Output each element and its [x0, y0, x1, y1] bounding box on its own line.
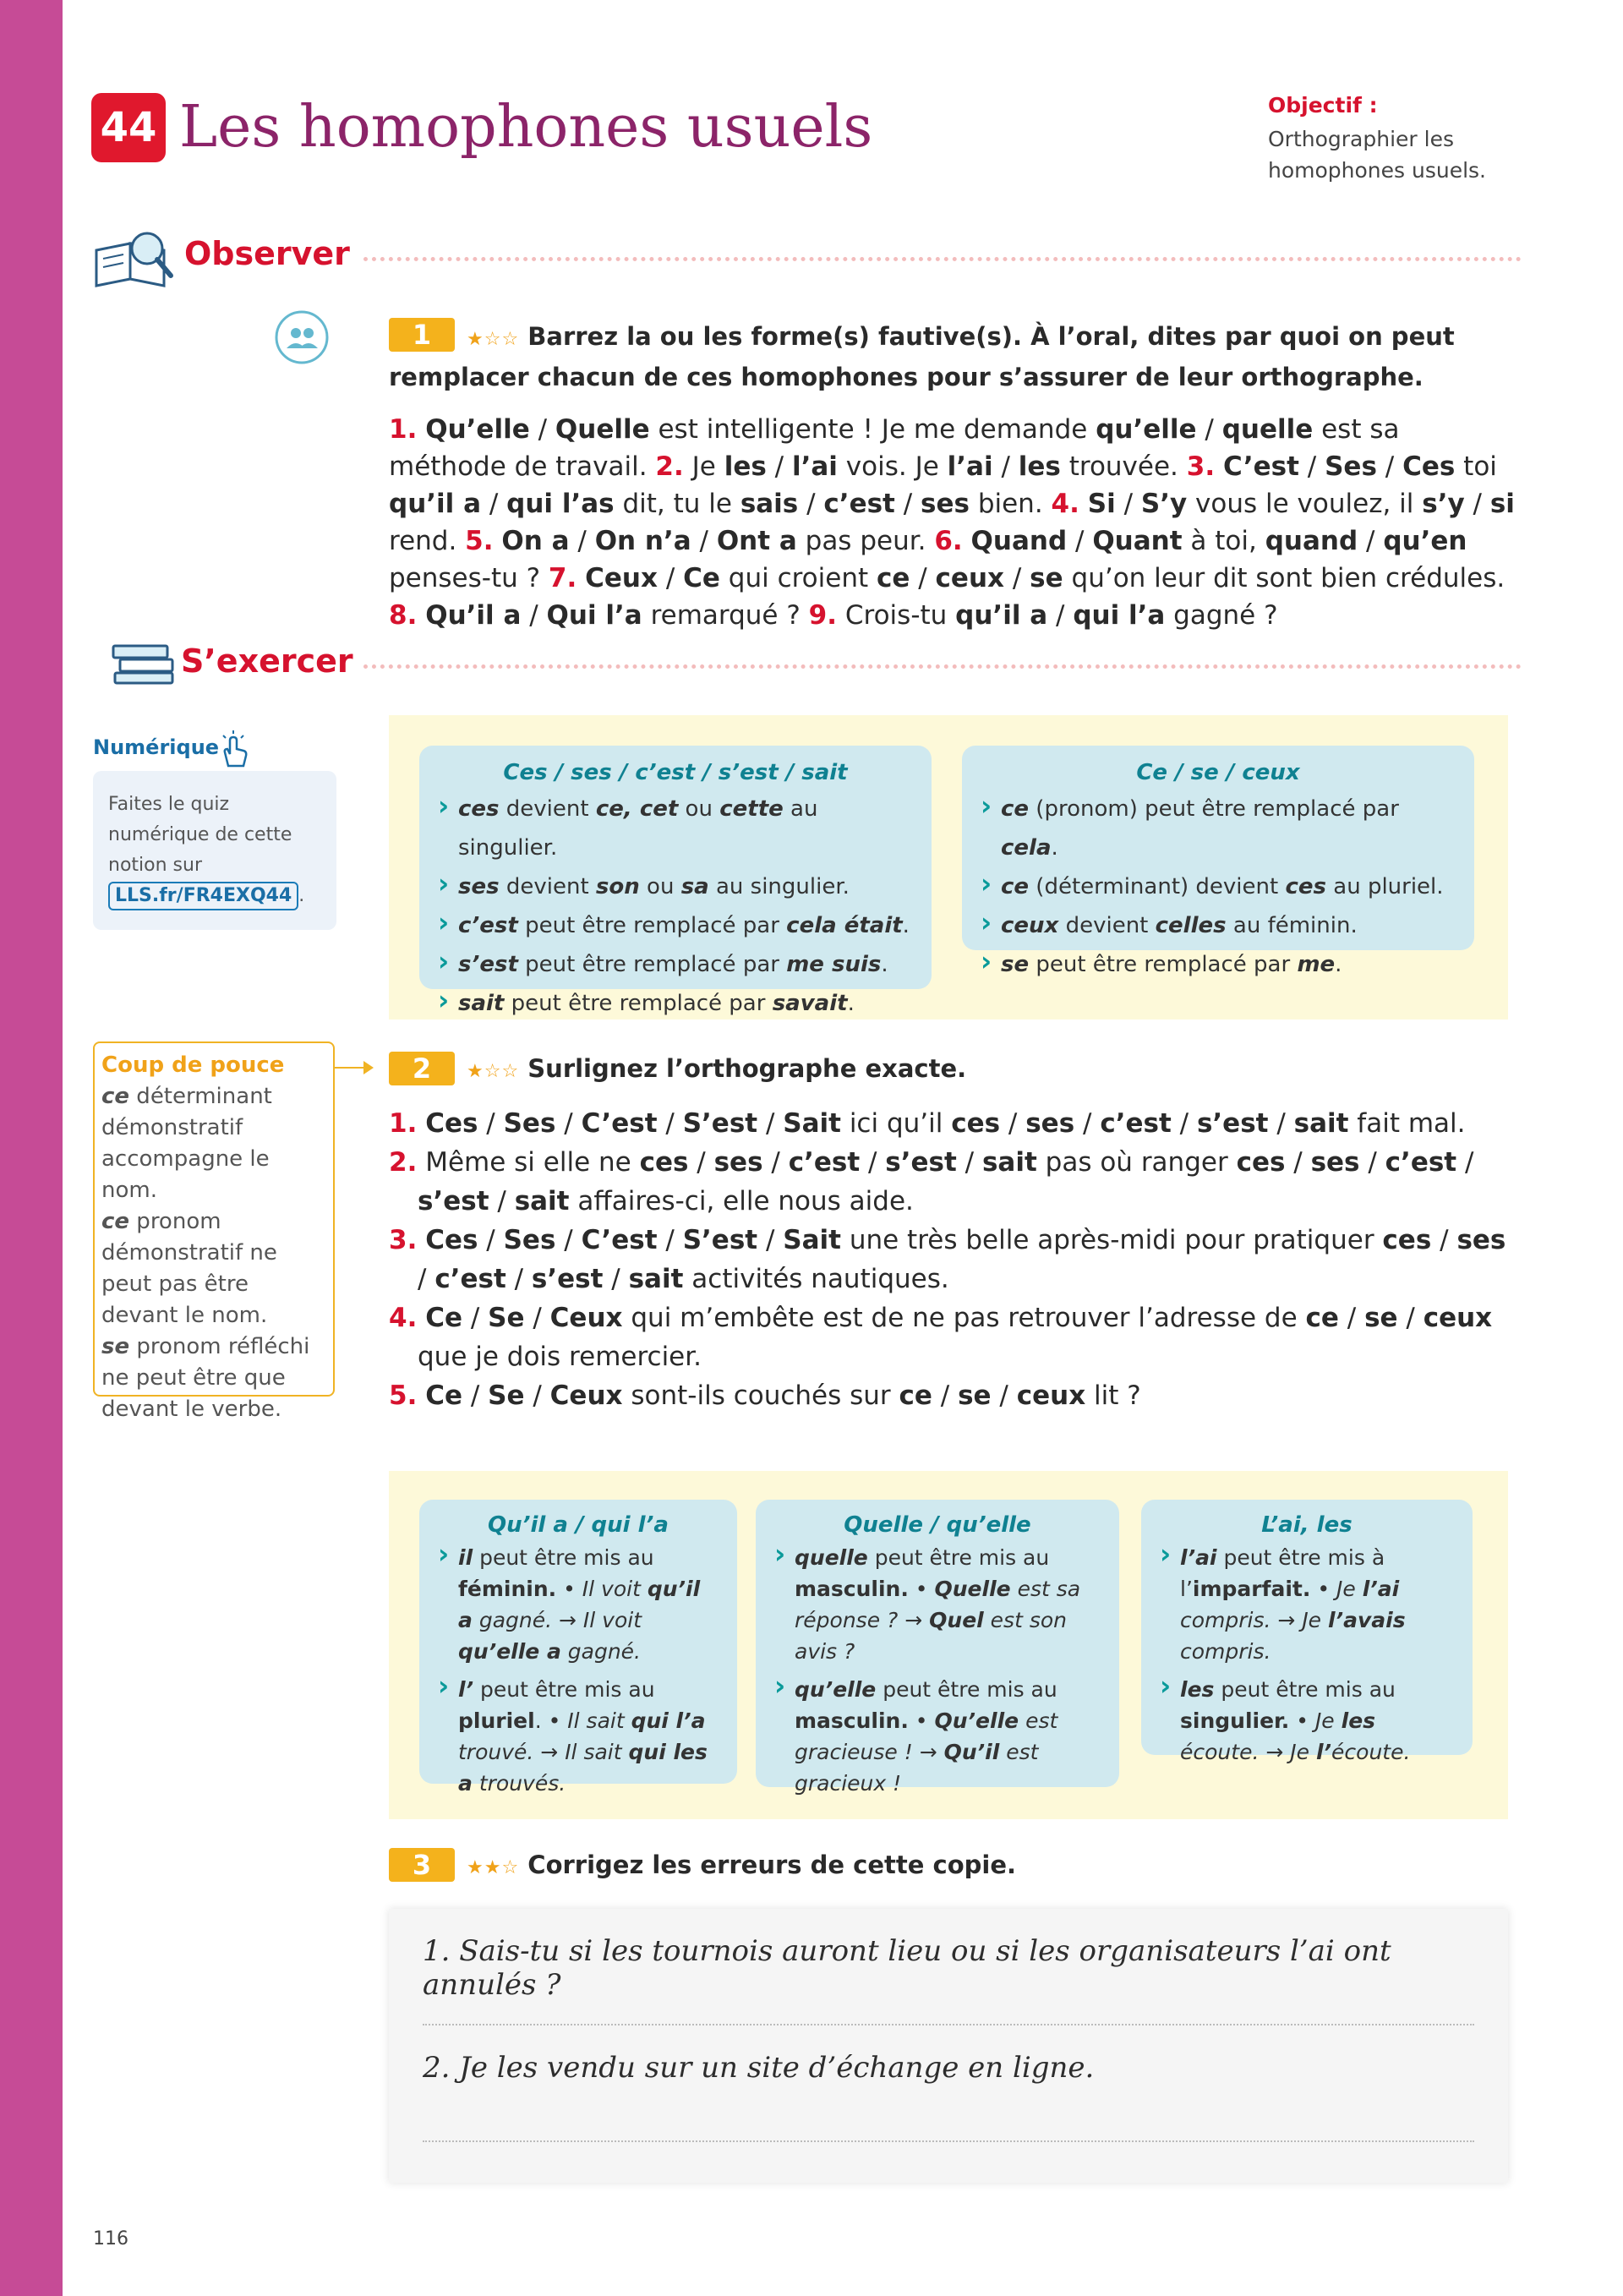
copy-line: 1. Sais-tu si les tournois auront lieu ou si les organisateurs l’ai ont annulés ?	[423, 1909, 1474, 2025]
student-copy-sheet	[389, 1909, 1508, 2183]
exercise-3-instruction: ★★☆ Corrigez les erreurs de cette copie.	[467, 1850, 1017, 1879]
rule-box-lai-les: L’ai, les › l’ai peut être mis à l’imparfait. • Je l’ai compris. → Je l’avais compris. › les peut être mis au singulier. • Je les écoute. → Je l’écoute.	[1141, 1500, 1473, 1755]
hint-arrow	[363, 1061, 374, 1074]
difficulty-stars: ★★☆	[467, 1857, 520, 1878]
rule-box-ce-se-ceux: Ce / se / ceux › ce (pronom) peut être remplacé par cela. › ce (déterminant) devient ces au pluriel. › ceux devient celles au féminin. › se peut être remplacé par me.	[962, 746, 1474, 950]
quiz-link[interactable]: LLS.fr/FR4EXQ44	[108, 882, 298, 910]
difficulty-stars: ★☆☆	[467, 1061, 520, 1082]
hint-box: Coup de pouce ce déterminant démonstratif accompagne le nom. ce pronom démonstratif ne peut pas être devant le nom. se pronom réfléchi ne peut être que devant le verbe.	[93, 1041, 335, 1397]
page-number: 116	[93, 2228, 128, 2250]
rule-box-quelle: Quelle / qu’elle › quelle peut être mis au masculin. • Quelle est sa réponse ? → Quel est son avis ? › qu’elle peut être mis au masculin. • Qu’elle est gracieuse ! → Qu’il est gracieux !	[756, 1500, 1119, 1787]
objective-text: Orthographier les homophones usuels.	[1268, 127, 1487, 183]
chapter-number-badge: 44	[91, 93, 166, 162]
exercise-1-instruction: ★☆☆ Barrez la ou les forme(s) fautive(s). À l’oral, dites par quoi on peut remplacer chacun de ces homophones pour s’assurer de leur orthographe.	[389, 322, 1455, 391]
section-divider	[363, 257, 1522, 261]
open-book-magnifier-icon	[91, 225, 178, 294]
tap-hand-icon	[211, 729, 254, 771]
rule-box-quil-a: Qu’il a / qui l’a › il peut être mis au féminin. • Il voit qu’il a gagné. → Il voit qu’elle a gagné. › l’ peut être mis au pluriel. • Il sait qui l’a trouvé. → Il sait qui les a trouvés.	[419, 1500, 737, 1784]
exercise-2-badge: 2	[389, 1052, 455, 1085]
exercer-title: S’exercer	[181, 642, 353, 680]
copy-line: 2. Je les vendu sur un site d’échange en ligne.	[423, 2025, 1474, 2142]
page-margin-strip	[0, 0, 63, 2296]
rule-box-ces-ses: Ces / ses / c’est / s’est / sait › ces devient ce, cet ou cette au singulier. › ses devient son ou sa au singulier. › c’est peut être remplacé par cela était. › s’est peut être remplacé par me suis. › sait peut être remplacé par savait.	[419, 746, 932, 989]
page-title: Les homophones usuels	[179, 94, 873, 161]
group-work-icon	[274, 309, 330, 365]
section-divider	[363, 664, 1522, 669]
observer-title: Observer	[184, 235, 350, 272]
exercise-3-badge: 3	[389, 1848, 455, 1882]
digital-quiz-card: Faites le quiz numérique de cette notion sur LLS.fr/FR4EXQ44 .	[93, 771, 336, 930]
stacked-books-icon	[110, 639, 179, 688]
digital-label: Numérique	[93, 735, 220, 759]
difficulty-stars: ★☆☆	[467, 329, 520, 350]
exercise-1-sentences: 1. Qu’elle / Quelle est intelligente ! Je me demande qu’elle / quelle est sa méthode de travail. 2. Je les / l’ai vois. Je l’ai / les trouvée. 3. C’est / Ses / Ces toi qu’il a / qui l’as dit, tu le sais / c’est / ses bien. 4. Si / S’y vous le voulez, il s’y / si rend. 5. On a / On n’a / Ont a pas peur. 6. Quand / Quant à toi, quand / qu’en penses-tu ? 7. Ceux / Ce qui croient ce / ceux / se qu’on leur dit sont bien crédules. 8. Qu’il a / Qui l’a remarqué ? 9. Crois-tu qu’il a / qui l’a gagné ?	[389, 414, 1515, 631]
exercise-1-badge: 1	[389, 318, 455, 352]
exercise-2-instruction: ★☆☆ Surlignez l’orthographe exacte.	[467, 1054, 967, 1083]
objective-label: Objectif :	[1268, 93, 1378, 118]
exercise-2-sentences: 1. Ces / Ses / C’est / S’est / Sait ici qu’il ces / ses / c’est / s’est / sait fait mal. 2. Même si elle ne ces / ses / c’est / s’est / sait pas où ranger ces / ses / c’est / s’est / sait affaires-ci, elle nous aide. 3. Ces / Ses / C’est / S’est / Sait une très belle après-midi pour pratiquer ces / ses / c’est / s’est / sait activités nautiques. 4. Ce / Se / Ceux qui m’embête est de ne pas retrouver l’adresse de ce / se / ceux que je dois remercier. 5. Ce / Se / Ceux sont-ils couchés sur ce / se / ceux lit ?	[389, 1108, 1506, 1411]
